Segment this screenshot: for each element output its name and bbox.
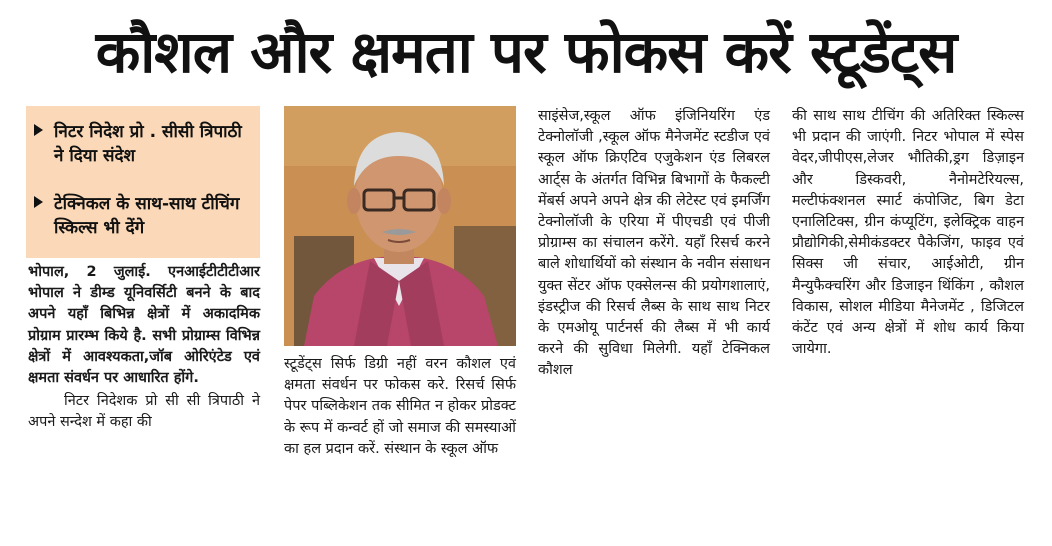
column-1 bbox=[28, 262, 260, 434]
headline: कौशल और क्षमता पर फोकस करें स्टूडेंट्स bbox=[95, 18, 957, 86]
portrait-illustration bbox=[284, 106, 516, 346]
triangle-bullet-icon bbox=[34, 196, 43, 208]
body-paragraph: की साथ साथ टीचिंग की अतिरिक्त स्किल्स भी प्रदान की जाएंगी. निटर भोपाल में स्पेस वेदर,जीपीएस,लेजर भौतिकी,ड्रग डिज़ाइन और डिस्कवरी, नैनोमटेरियल्स, मल्टीफंक्शनल स्मार्ट कंपोजिट, बिग डेटा एनालिटिक्स, ग्रीन कंप्यूटिंग, इलेक्ट्रिक वाहन प्रौद्योगिकी,सेमीकंडक्टर पैकेजिंग, फाइव एवं सिक्स जी संचार, आईओटी, ग्रीन मैन्युफैक्चरिंग और डिजाइन थिंकिंग , कौशल विकास, सोशल मीडिया मैनेजमेंट , डिजिटल कंटेंट एवं अन्य क्षेत्रों में शोध कार्य किया जायेगा. bbox=[792, 108, 1024, 358]
column-4 bbox=[792, 106, 1024, 360]
column-2 bbox=[284, 354, 516, 460]
portrait-photo bbox=[284, 106, 516, 346]
triangle-bullet-icon bbox=[34, 124, 43, 136]
body-paragraph: साइंसेज,स्कूल ऑफ इंजिनियरिंग एंड टेक्नोलॉजी ,स्कूल ऑफ मैनेजमेंट स्टडीज एवं स्कूल ऑफ क्रिएटिव एजुकेशन एंड लिबरल आर्ट्स के अंतर्गत विभिन्न बिभागों के फैकल्टी मेंबर्स अपने अपने क्षेत्र की लेटेस्ट एवं इमर्जिंग टेक्नोलॉजी के एरिया में पीएचडी एवं पीजी प्रोग्राम्स का संचालन करेंगे. यहाँ रिसर्च करने बाले शोधार्थियों को संस्थान के नवीन संसाधन युक्त सेंटर ऑफ एक्सेलन्स की प्रयोगशालाएं, इंडस्ट्रीज की रिसर्च लैब्स के साथ साथ निटर के एमओयू पार्टनर्स की लैब्स में भी कार्य करने की सुविधा मिलेगी. यहाँ टेक्निकल कौशल bbox=[538, 108, 770, 379]
highlight-text: निटर निदेश प्रो . सीसी त्रिपाठी ने दिया संदेश bbox=[54, 122, 242, 166]
highlight-box bbox=[26, 106, 260, 258]
column-3 bbox=[538, 106, 770, 382]
highlight-text: टेक्निकल के साथ-साथ टीचिंग स्किल्स भी देंगे bbox=[54, 194, 240, 238]
highlight-item bbox=[34, 192, 254, 240]
highlight-item bbox=[34, 120, 254, 168]
body-paragraph: निटर निदेशक प्रो सी सी त्रिपाठी ने अपने सन्देश में कहा की bbox=[28, 393, 260, 431]
body-paragraph: स्टूडेंट्स सिर्फ डिग्री नहीं वरन कौशल एवं क्षमता संवर्धन पर फोकस करे. रिसर्च सिर्फ पेपर पब्लिकेशन तक सीमित न होकर प्रोडक्ट के रूप में कन्वर्ट हों जो समाज की समस्याओं का हल प्रदान करें. संस्थान के स्कूल ऑफ bbox=[284, 356, 516, 457]
lead-paragraph: भोपाल, 2 जुलाई. एनआईटीटीटीआर भोपाल ने डीम्ड यूनिवर्सिटी बनने के बाद अपने यहाँ बिभिन्न क्षेत्रों में अकादमिक प्रोग्राम प्रारम्भ किये है. सभी प्रोग्राम्स विभिन्न क्षेत्रों में आवश्यकता,जॉब ओरिएंटेड एवं क्षमता संवर्धन पर आधारित होंगे. bbox=[28, 264, 260, 387]
